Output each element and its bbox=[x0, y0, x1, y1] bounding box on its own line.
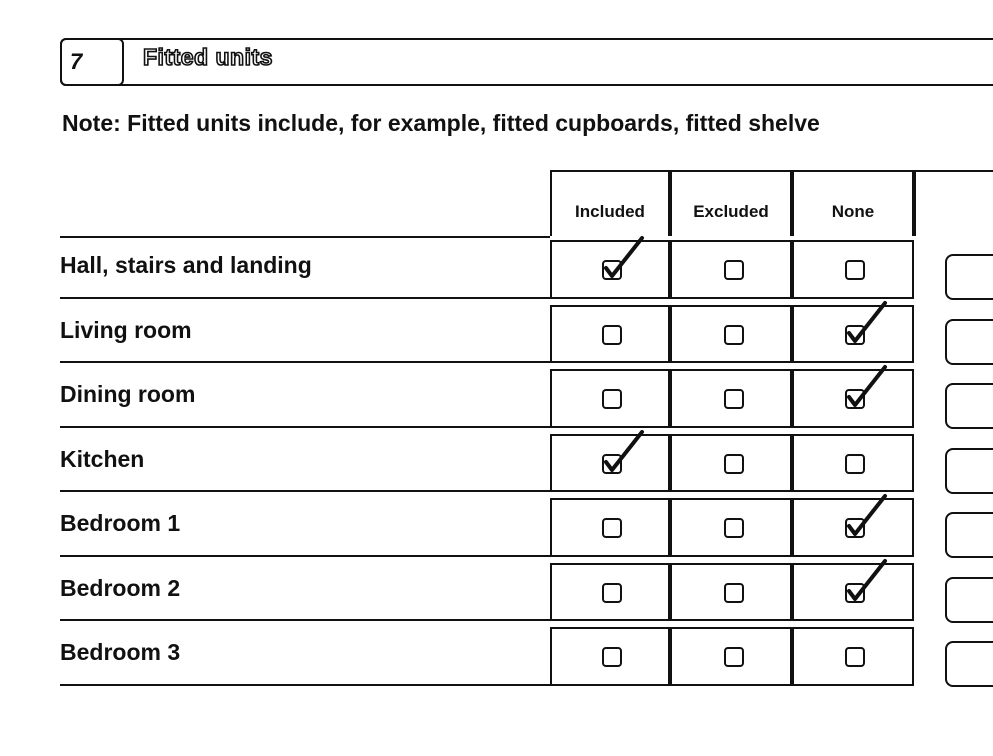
text-entry-box[interactable] bbox=[945, 448, 993, 494]
checkmark-icon bbox=[843, 299, 893, 349]
checkmark-icon bbox=[600, 234, 650, 284]
text-entry-box[interactable] bbox=[945, 641, 993, 687]
checkmark-icon bbox=[843, 363, 893, 413]
row-divider bbox=[60, 619, 550, 621]
checkbox-excluded[interactable] bbox=[724, 389, 744, 409]
checkbox-none[interactable] bbox=[845, 260, 865, 280]
row-divider bbox=[60, 555, 550, 557]
checkbox-excluded[interactable] bbox=[724, 518, 744, 538]
note-body: Fitted units include, for example, fitted cupboards, fitted shelve bbox=[120, 110, 820, 136]
checkbox-excluded[interactable] bbox=[724, 454, 744, 474]
checkbox-none[interactable] bbox=[845, 647, 865, 667]
section-number: 7 bbox=[60, 38, 124, 86]
text-entry-box[interactable] bbox=[945, 512, 993, 558]
section-title: Fitted units bbox=[143, 44, 273, 70]
checkbox-included[interactable] bbox=[602, 647, 622, 667]
column-header-included: Included bbox=[550, 170, 670, 236]
checkbox-included[interactable] bbox=[602, 325, 622, 345]
checkbox-excluded[interactable] bbox=[724, 260, 744, 280]
row-divider bbox=[60, 490, 550, 492]
row-label: Hall, stairs and landing bbox=[60, 252, 312, 278]
checkbox-excluded[interactable] bbox=[724, 583, 744, 603]
column-header-excluded: Excluded bbox=[670, 170, 792, 236]
row-divider bbox=[60, 297, 550, 299]
row-label: Living room bbox=[60, 316, 192, 343]
row-divider bbox=[60, 684, 550, 686]
checkbox-included[interactable] bbox=[602, 583, 622, 603]
checkbox-excluded[interactable] bbox=[724, 647, 744, 667]
row-divider bbox=[60, 236, 550, 238]
checkbox-excluded[interactable] bbox=[724, 325, 744, 345]
checkmark-icon bbox=[600, 428, 650, 478]
row-label: Dining room bbox=[60, 381, 196, 407]
column-header-none: None bbox=[792, 170, 914, 236]
checkbox-included[interactable] bbox=[602, 518, 622, 538]
row-divider bbox=[60, 361, 550, 363]
text-entry-box[interactable] bbox=[945, 319, 993, 365]
checkmark-icon bbox=[843, 492, 893, 542]
row-label: Bedroom 1 bbox=[60, 510, 181, 536]
column-header-extra bbox=[914, 170, 993, 236]
note-prefix: Note: bbox=[62, 110, 121, 136]
row-label: Kitchen bbox=[60, 445, 145, 472]
checkbox-none[interactable] bbox=[845, 454, 865, 474]
text-entry-box[interactable] bbox=[945, 254, 993, 300]
note-text bbox=[62, 110, 993, 137]
text-entry-box[interactable] bbox=[945, 383, 993, 429]
row-divider bbox=[60, 426, 550, 428]
checkbox-included[interactable] bbox=[602, 389, 622, 409]
checkmark-icon bbox=[843, 557, 893, 607]
row-label: Bedroom 3 bbox=[60, 639, 181, 665]
text-entry-box[interactable] bbox=[945, 577, 993, 623]
row-label: Bedroom 2 bbox=[60, 574, 181, 601]
